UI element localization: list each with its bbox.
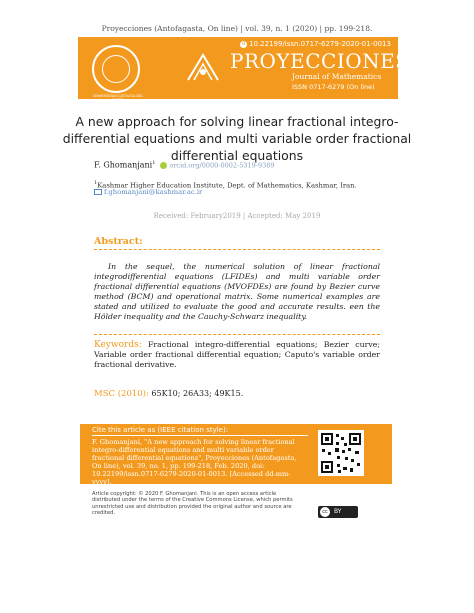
citation-rule <box>92 435 308 436</box>
qr-code-icon[interactable] <box>318 430 364 476</box>
abstract-rule <box>94 249 380 250</box>
orcid-icon <box>160 162 167 169</box>
email-link[interactable] <box>94 188 202 196</box>
affiliation-text: Kashmar Higher Education Institute, Dept. of Mathematics, Kashmar, Iran. <box>97 181 357 190</box>
seal-inner-ring <box>102 55 130 83</box>
msc-label: MSC (2010): <box>94 389 149 399</box>
cc-license-badge[interactable] <box>318 506 358 518</box>
doi-text: 10.22199/issn.0717-6279-2020-01-0013 <box>249 40 391 48</box>
author-name: F. Ghomanjani <box>94 160 153 170</box>
journal-header: Proyecciones (Antofagasta, On line) | vol. 39, n. 1 (2020) | pp. 199-218. <box>101 24 373 33</box>
abstract-text: In the sequel, the numerical solution of linear fractional integrodifferential equations (LFIDEs) and multi variable order fractional differential equations (MVOFDEs) are found by Bezier curve method (BCM) and operational matrix. Some numerical examples are stated and utilized to evaluate the good and accurate results. een the Hölder inequality and the Cauchy-Schwarz inequality. <box>94 262 380 321</box>
author-line <box>94 160 275 170</box>
mail-icon <box>94 189 102 195</box>
msc-block <box>94 389 243 399</box>
journal-subtitle: Journal of Mathematics <box>292 72 382 81</box>
keywords-label: Keywords: <box>94 340 142 350</box>
orcid-link[interactable]: orcid.org/0000-0002-5319-9389 <box>169 161 275 170</box>
keywords-rule <box>94 334 380 335</box>
author-sup: 1 <box>152 160 156 166</box>
university-seal-icon <box>92 45 140 93</box>
keywords-block <box>94 340 380 370</box>
journal-issn: ISSN 0717-6279 (On line) <box>292 83 375 91</box>
keywords-text: Fractional integro-differential equations; Bezier curve; Variable order fractional differential equation; Caputo's variable order fractional derivative. <box>94 340 380 369</box>
abstract-heading: Abstract: <box>94 236 143 247</box>
journal-logo-icon <box>186 52 220 82</box>
seal-caption: UNIVERSIDAD CATÓLICA DEL NORTE <box>92 94 144 102</box>
article-title: A new approach for solving linear fractional integro-differential equations and multi variable order fractional differential equations <box>62 114 412 163</box>
citation-text: F. Ghomanjani, "A new approach for solving linear fractional integro-differential equations and multi variable order fractional differential equations", Proyecciones (Antofagasta, On line), vol. 39, no. 1, pp. 199-218, Feb. 2020, doi: 10.22199/issn.0717-6279-2020-01-0013. [Accessed dd-mm-yyyy]. <box>92 438 297 486</box>
email-text: f.ghomanjani@kashmar.ac.ir <box>104 188 203 196</box>
doi-icon: d <box>241 40 246 47</box>
cc-icon: cc <box>320 507 330 517</box>
copyright-notice: Article copyright: © 2020 F. Ghomanjani. This is an open access article distributed under the terms of the Creative Commons License, which permits unrestricted use and distribution provided the original author and source are credited. <box>92 491 293 517</box>
cc-by-label: BY <box>334 508 342 515</box>
received-dates: Received: February2019 | Accepted: May 2019 <box>153 212 321 220</box>
doi-link[interactable] <box>240 40 391 48</box>
msc-text: 65K10; 26A33; 49K15. <box>151 389 244 398</box>
citation-heading: Cite this article as (IEEE citation style): <box>92 426 229 434</box>
affiliation-sup: 1 <box>94 180 98 186</box>
journal-brand: PROYECCIONES <box>230 49 410 73</box>
